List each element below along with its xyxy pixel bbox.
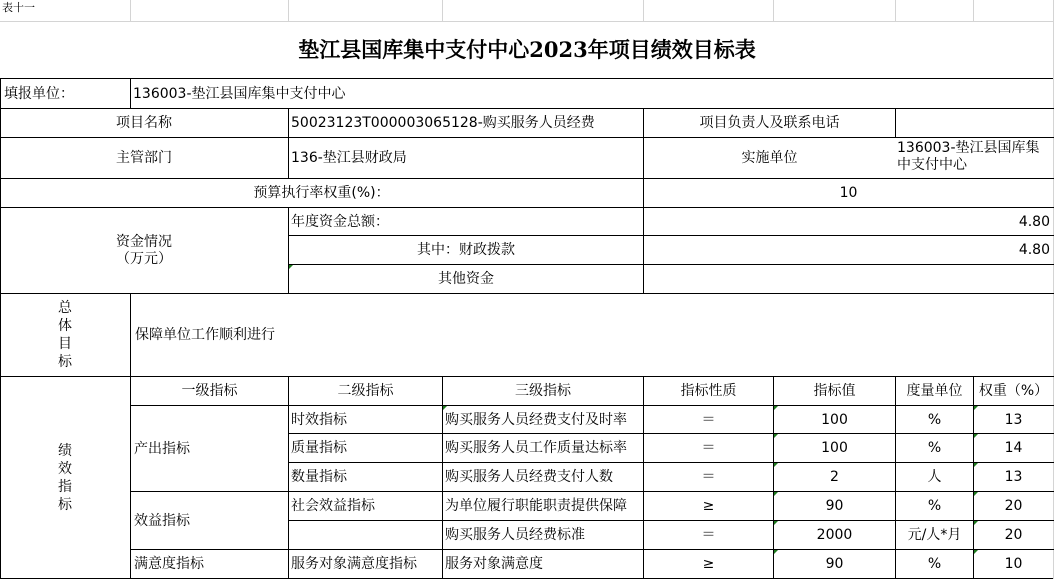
fiscal-allocation-value[interactable]: 4.80 <box>1018 242 1050 258</box>
header-value[interactable]: 指标值 <box>813 383 856 399</box>
reporting-unit-label[interactable]: 填报单位： <box>4 85 74 102</box>
cell-note-marker <box>443 406 447 410</box>
indicator-value[interactable]: 90 <box>825 556 844 572</box>
indicator-level2[interactable]: 质量指标 <box>291 440 347 456</box>
department-value[interactable]: 136-垫江县财政局 <box>291 150 407 166</box>
indicator-value[interactable]: 2 <box>830 469 839 485</box>
indicator-unit[interactable]: % <box>927 498 942 514</box>
cell-note-marker <box>974 521 978 525</box>
project-name-label[interactable]: 项目名称 <box>116 115 172 131</box>
indicator-value[interactable]: 100 <box>821 411 848 428</box>
indicator-value[interactable]: 100 <box>821 440 848 456</box>
indicator-nature[interactable]: ＝ <box>701 527 716 543</box>
level1-satisfaction[interactable]: 满意度指标 <box>134 556 204 572</box>
grid-line <box>130 0 131 22</box>
implementing-unit-value[interactable] <box>897 140 1053 177</box>
overall-goal-label-char: 总 <box>58 300 72 316</box>
overall-goal-label-char: 体 <box>58 318 72 334</box>
indicator-unit[interactable]: % <box>927 411 942 428</box>
grid-line <box>773 0 774 22</box>
indicator-unit[interactable]: 元/人*月 <box>907 527 962 543</box>
indicator-nature[interactable]: ≥ <box>702 498 715 514</box>
header-nature[interactable]: 指标性质 <box>680 383 737 399</box>
indicator-level3[interactable]: 购买服务人员经费支付及时率 <box>445 411 627 428</box>
cell-note-marker <box>774 492 778 496</box>
indicator-nature[interactable]: ≥ <box>702 556 715 572</box>
level1-output[interactable]: 产出指标 <box>134 440 190 457</box>
implementing-unit-label[interactable]: 实施单位 <box>741 150 798 166</box>
grid-line <box>288 0 289 22</box>
header-weight[interactable]: 权重（%） <box>978 383 1049 399</box>
indicator-unit[interactable]: % <box>927 440 942 456</box>
indicator-weight[interactable]: 13 <box>1004 469 1023 485</box>
header-level1[interactable]: 一级指标 <box>181 383 238 399</box>
indicator-value[interactable]: 2000 <box>816 527 853 543</box>
indicator-weight[interactable]: 14 <box>1004 440 1023 456</box>
annual-total-value[interactable]: 4.80 <box>1018 213 1050 230</box>
department-label[interactable]: 主管部门 <box>116 150 172 166</box>
cell-note-marker <box>774 550 778 554</box>
indicator-nature[interactable]: ＝ <box>701 469 716 485</box>
overall-goal-label[interactable] <box>0 294 130 376</box>
funds-label-line: （万元） <box>116 250 172 267</box>
funds-label-line: 资金情况 <box>116 233 172 250</box>
indicators-label-char: 指 <box>58 478 72 495</box>
budget-weight-value[interactable]: 10 <box>839 185 858 201</box>
project-contact-label[interactable]: 项目负责人及联系电话 <box>699 115 840 131</box>
indicator-level2[interactable]: 时效指标 <box>291 411 347 428</box>
indicators-label-char: 标 <box>58 496 72 513</box>
indicator-value[interactable]: 90 <box>825 498 844 514</box>
indicator-level3[interactable]: 购买服务人员工作质量达标率 <box>445 440 627 456</box>
other-funds-value[interactable] <box>644 265 1053 293</box>
implementing-unit-line: 中支付中心 <box>897 157 967 173</box>
overall-goal-text[interactable]: 保障单位工作顺利进行 <box>135 327 275 343</box>
cell-note-marker <box>974 434 978 438</box>
indicator-level2[interactable]: 数量指标 <box>291 469 347 485</box>
annual-total-label[interactable]: 年度资金总额： <box>291 213 389 230</box>
grid-line <box>442 0 443 22</box>
grid-line <box>895 0 896 22</box>
indicator-unit[interactable]: % <box>927 556 942 572</box>
indicators-label-char: 绩 <box>58 442 72 459</box>
indicator-nature[interactable]: ＝ <box>701 411 716 428</box>
implementing-unit-line: 136003-垫江县国库集 <box>897 140 1040 156</box>
level1-benefit[interactable]: 效益指标 <box>134 512 190 529</box>
cell-note-marker <box>974 463 978 467</box>
project-contact-value[interactable] <box>896 109 1053 137</box>
page-title[interactable]: 垫江县国库集中支付中心2023年项目绩效目标表 <box>298 37 756 62</box>
overall-goal-label-char: 标 <box>58 354 72 370</box>
cell-note-marker <box>774 463 778 467</box>
funds-label[interactable] <box>0 208 288 293</box>
grid-line <box>0 21 1054 22</box>
indicator-level2[interactable]: 社会效益指标 <box>291 498 375 514</box>
other-funds-label[interactable]: 其他资金 <box>438 271 494 287</box>
indicator-level2[interactable]: 服务对象满意度指标 <box>291 556 417 572</box>
cell-note-marker <box>774 521 778 525</box>
indicator-weight[interactable]: 20 <box>1004 527 1023 543</box>
budget-weight-label[interactable]: 预算执行率权重(%)： <box>253 185 390 201</box>
fiscal-allocation-label[interactable]: 其中：财政拨款 <box>417 242 515 258</box>
reporting-unit-value[interactable]: 136003-垫江县国库集中支付中心 <box>133 85 346 102</box>
indicator-level3[interactable]: 服务对象满意度 <box>445 556 543 572</box>
indicator-level3[interactable]: 购买服务人员经费标准 <box>445 527 585 543</box>
indicator-level3[interactable]: 为单位履行职能职责提供保障 <box>445 498 627 514</box>
indicator-nature[interactable]: ＝ <box>701 440 716 456</box>
cell-note-marker <box>774 406 778 410</box>
indicator-level3[interactable]: 购买服务人员经费支付人数 <box>445 469 613 485</box>
cell-note-marker <box>974 492 978 496</box>
header-level3[interactable]: 三级指标 <box>515 383 571 399</box>
grid-line <box>973 0 974 22</box>
cell-note-marker <box>289 265 293 269</box>
indicator-weight[interactable]: 20 <box>1004 498 1023 514</box>
sheet-label[interactable]: 表十一 <box>2 1 35 14</box>
indicators-label[interactable] <box>0 377 130 578</box>
header-level2[interactable]: 二级指标 <box>337 383 394 399</box>
indicator-weight[interactable]: 10 <box>1004 556 1023 572</box>
indicator-unit[interactable]: 人 <box>927 469 942 485</box>
grid-line <box>643 0 644 22</box>
overall-goal-label-char: 目 <box>58 336 72 352</box>
cell-note-marker <box>974 550 978 554</box>
cell-note-marker <box>774 434 778 438</box>
indicators-label-char: 效 <box>58 460 72 477</box>
project-name-value[interactable]: 50023123T000003065128-购买服务人员经费 <box>291 115 595 131</box>
header-unit[interactable]: 度量单位 <box>906 383 963 399</box>
indicator-weight[interactable]: 13 <box>1004 411 1023 428</box>
cell-note-marker <box>974 406 978 410</box>
